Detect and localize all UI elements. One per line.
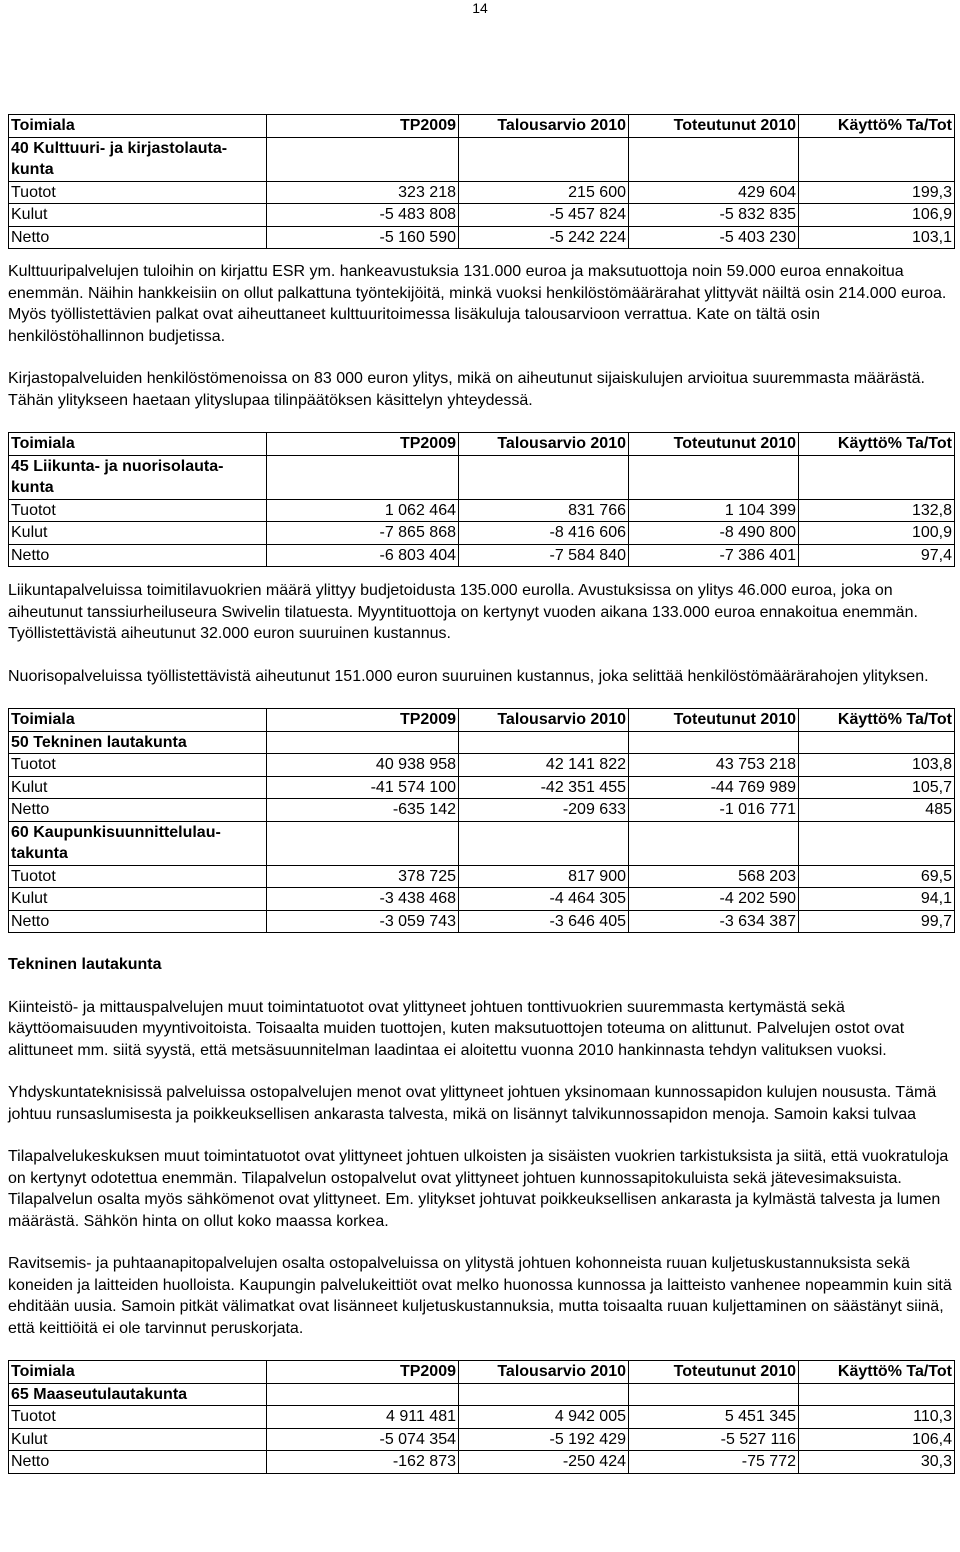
cell-talousarvio-2010: -8 416 606 [459, 522, 629, 545]
paragraph-tekninen-4: Ravitsemis- ja puhtaanapitopalvelujen osalta ostopalveluissa on ylitystä johtuen kohonneista ruuan kuljetuskustannuksista sekä koneiden ja laitteiden huolloista. Kaupungin palvelukeittiöt ovat melko huonossa kunnossa ja laitteisto vanhenee nopeammin kuin sitä ehditään uusia. Samoin pitkät välimatkat ovat lisänneet kuljetuskustannuksia, mutta toisaalta ruuan kuljettaminen on säästänyt siinä, että keittiöitä ei ole tarvinnut peruskorjata. [8, 1255, 952, 1337]
cell-kaytto: 106,9 [799, 204, 955, 227]
empty-cell [629, 731, 799, 754]
financial-table [8, 114, 955, 249]
cell-toteutunut-2010: 1 104 399 [629, 499, 799, 522]
cell-tp2009: 1 062 464 [267, 499, 459, 522]
group-name: 40 Kulttuuri- ja kirjastolauta- kunta [9, 137, 267, 181]
table-row [9, 181, 955, 204]
cell-toteutunut-2010: -5 832 835 [629, 204, 799, 227]
table-row [9, 865, 955, 888]
document-body [8, 114, 954, 1474]
row-label: Tuotot [9, 181, 267, 204]
row-label: Tuotot [9, 1406, 267, 1429]
empty-cell [267, 455, 459, 499]
table-header-row [9, 1361, 955, 1384]
cell-tp2009: 378 725 [267, 865, 459, 888]
cell-kaytto: 97,4 [799, 544, 955, 567]
cell-talousarvio-2010: -4 464 305 [459, 888, 629, 911]
header-tp2009: TP2009 [267, 433, 459, 456]
cell-kaytto: 103,8 [799, 754, 955, 777]
cell-tp2009: 40 938 958 [267, 754, 459, 777]
empty-cell [799, 731, 955, 754]
empty-cell [629, 455, 799, 499]
header-kaytto: Käyttö% Ta/Tot [799, 709, 955, 732]
cell-talousarvio-2010: -5 192 429 [459, 1428, 629, 1451]
empty-cell [629, 1383, 799, 1406]
header-toteutunut-2010: Toteutunut 2010 [629, 115, 799, 138]
header-toimiala: Toimiala [9, 709, 267, 732]
cell-kaytto: 100,9 [799, 522, 955, 545]
cell-kaytto: 30,3 [799, 1451, 955, 1474]
cell-tp2009: -41 574 100 [267, 776, 459, 799]
table-header-row [9, 115, 955, 138]
empty-cell [267, 821, 459, 865]
empty-cell [799, 137, 955, 181]
header-kaytto: Käyttö% Ta/Tot [799, 115, 955, 138]
financial-table [8, 1360, 955, 1474]
empty-cell [459, 455, 629, 499]
page-number: 14 [472, 0, 488, 16]
group-row [9, 821, 955, 865]
header-talousarvio-2010: Talousarvio 2010 [459, 433, 629, 456]
table-kulttuuri [8, 114, 954, 249]
group-name: 65 Maaseutulautakunta [9, 1383, 267, 1406]
cell-tp2009: 4 911 481 [267, 1406, 459, 1429]
cell-talousarvio-2010: -5 242 224 [459, 226, 629, 249]
paragraph-nuoriso: Nuorisopalveluissa työllistettävistä aiheutunut 151.000 euron suuruinen kustannus, joka selittää henkilöstömäärärahojen ylityksen. [8, 667, 929, 685]
cell-talousarvio-2010: -5 457 824 [459, 204, 629, 227]
cell-kaytto: 99,7 [799, 910, 955, 933]
header-talousarvio-2010: Talousarvio 2010 [459, 115, 629, 138]
row-label: Tuotot [9, 865, 267, 888]
cell-toteutunut-2010: -1 016 771 [629, 799, 799, 822]
row-label: Kulut [9, 522, 267, 545]
cell-toteutunut-2010: -44 769 989 [629, 776, 799, 799]
row-label: Netto [9, 1451, 267, 1474]
cell-talousarvio-2010: -7 584 840 [459, 544, 629, 567]
table-row [9, 1428, 955, 1451]
group-row [9, 1383, 955, 1406]
paragraph-tekninen-2: Yhdyskuntateknisissä palveluissa ostopalvelujen menot ovat ylittyneet johtuen yksinomaan kunnossapidon kulujen noususta. Tämä johtuu runsaslumisesta ja poikkeuksellisen ankarasta talvesta, mikä on lisännyt talvikunnossapidon menoja. Samoin kaksi tulvaa [8, 1084, 937, 1123]
cell-toteutunut-2010: 43 753 218 [629, 754, 799, 777]
header-kaytto: Käyttö% Ta/Tot [799, 433, 955, 456]
table-row [9, 888, 955, 911]
header-talousarvio-2010: Talousarvio 2010 [459, 709, 629, 732]
row-label: Netto [9, 544, 267, 567]
cell-tp2009: -7 865 868 [267, 522, 459, 545]
empty-cell [799, 455, 955, 499]
paragraph-kirjasto: Kirjastopalveluiden henkilöstömenoissa on 83 000 euron ylitys, mikä on aiheutunut sijaiskulujen arvioitua suuremmasta määrästä. Tähän ylitykseen haetaan ylityslupaa tilinpäätöksen käsittelyn yhteydessä. [8, 370, 925, 409]
cell-tp2009: -162 873 [267, 1451, 459, 1474]
empty-cell [459, 731, 629, 754]
group-row [9, 137, 955, 181]
heading-tekninen: Tekninen lautakunta [8, 956, 162, 973]
table-row [9, 799, 955, 822]
cell-talousarvio-2010: -209 633 [459, 799, 629, 822]
table-row [9, 522, 955, 545]
cell-talousarvio-2010: 831 766 [459, 499, 629, 522]
table-row [9, 544, 955, 567]
row-label: Netto [9, 226, 267, 249]
cell-kaytto: 485 [799, 799, 955, 822]
cell-tp2009: -3 438 468 [267, 888, 459, 911]
header-tp2009: TP2009 [267, 1361, 459, 1384]
paragraph-liikunta: Liikuntapalveluissa toimitilavuokrien määrä ylittyy budjetoidusta 135.000 eurolla. Avustuksissa on ylitys 46.000 euroa, joka on aiheutunut tanssiurheiluseura Swivelin tilatuesta. Myyntituottoja on kertynyt vuoden aikana 133.000 euroa ennakoitua enemmän. Työllistettävistä aiheutunut 32.000 euron suuruinen kustannus. [8, 582, 918, 642]
cell-talousarvio-2010: 215 600 [459, 181, 629, 204]
cell-toteutunut-2010: 429 604 [629, 181, 799, 204]
header-toimiala: Toimiala [9, 1361, 267, 1384]
empty-cell [459, 821, 629, 865]
financial-table [8, 432, 955, 567]
empty-cell [459, 137, 629, 181]
cell-toteutunut-2010: -5 403 230 [629, 226, 799, 249]
cell-tp2009: -3 059 743 [267, 910, 459, 933]
table-row [9, 1451, 955, 1474]
row-label: Kulut [9, 776, 267, 799]
empty-cell [459, 1383, 629, 1406]
cell-kaytto: 110,3 [799, 1406, 955, 1429]
cell-talousarvio-2010: -3 646 405 [459, 910, 629, 933]
row-label: Netto [9, 799, 267, 822]
empty-cell [629, 137, 799, 181]
empty-cell [267, 731, 459, 754]
group-row [9, 455, 955, 499]
empty-cell [629, 821, 799, 865]
table-header-row [9, 709, 955, 732]
row-label: Kulut [9, 1428, 267, 1451]
table-row [9, 754, 955, 777]
cell-tp2009: -635 142 [267, 799, 459, 822]
table-maaseutu [8, 1360, 954, 1474]
table-row [9, 204, 955, 227]
cell-toteutunut-2010: 5 451 345 [629, 1406, 799, 1429]
group-name: 50 Tekninen lautakunta [9, 731, 267, 754]
header-tp2009: TP2009 [267, 709, 459, 732]
header-tp2009: TP2009 [267, 115, 459, 138]
row-label: Kulut [9, 204, 267, 227]
row-label: Tuotot [9, 499, 267, 522]
cell-toteutunut-2010: -4 202 590 [629, 888, 799, 911]
cell-kaytto: 132,8 [799, 499, 955, 522]
table-row [9, 226, 955, 249]
empty-cell [267, 1383, 459, 1406]
empty-cell [799, 821, 955, 865]
empty-cell [267, 137, 459, 181]
cell-kaytto: 105,7 [799, 776, 955, 799]
table-liikunta [8, 432, 954, 567]
table-header-row [9, 433, 955, 456]
paragraph-tekninen-3: Tilapalvelukeskuksen muut toimintatuotot ovat ylittyneet johtuen ulkoisten ja sisäisten vuokrien tarkistuksista ja siitä, että vuokratuloja on kertynyt odotettua enemmän. Tilapalvelun ostopalvelut ovat ylittyneet johtuen kunnossapitokuluista sekä jätevesimaksuista. Tilapalvelun osalta myös sähkömenot ovat ylittyneet. Em. ylitykset johtuvat poikkeuksellisen ankarasta ja kylmästä talvesta ja lumen määrästä. Sähkön hinta on ollut koko maassa korkea. [8, 1148, 949, 1230]
cell-kaytto: 106,4 [799, 1428, 955, 1451]
cell-tp2009: 323 218 [267, 181, 459, 204]
row-label: Netto [9, 910, 267, 933]
cell-talousarvio-2010: -250 424 [459, 1451, 629, 1474]
cell-talousarvio-2010: -42 351 455 [459, 776, 629, 799]
header-kaytto: Käyttö% Ta/Tot [799, 1361, 955, 1384]
cell-tp2009: -5 074 354 [267, 1428, 459, 1451]
row-label: Kulut [9, 888, 267, 911]
cell-tp2009: -6 803 404 [267, 544, 459, 567]
cell-toteutunut-2010: -8 490 800 [629, 522, 799, 545]
paragraph-kulttuuri: Kulttuuripalvelujen tuloihin on kirjattu ESR ym. hankeavustuksia 131.000 euroa ja maksutuottoja noin 59.000 euroa ennakoitua enemmän. Näihin hankkeisiin on ollut palkattuna työntekijöitä, minkä vuoksi henkilöstömäärärahat ylittyvät näiltä osin 214.000 euroa. Myös työllistettävien palkat ovat aiheuttaneet kulttuuritoimessa lisäkuluja talousarvioon verrattua. Kate on tältä osin henkilöstöhallinnon budjetissa. [8, 263, 947, 345]
table-row [9, 776, 955, 799]
empty-cell [799, 1383, 955, 1406]
cell-toteutunut-2010: 568 203 [629, 865, 799, 888]
table-row [9, 499, 955, 522]
cell-tp2009: -5 483 808 [267, 204, 459, 227]
header-toimiala: Toimiala [9, 433, 267, 456]
cell-talousarvio-2010: 4 942 005 [459, 1406, 629, 1429]
group-name: 60 Kaupunkisuunnittelulau- takunta [9, 821, 267, 865]
financial-table [8, 708, 955, 933]
header-toteutunut-2010: Toteutunut 2010 [629, 709, 799, 732]
row-label: Tuotot [9, 754, 267, 777]
header-toteutunut-2010: Toteutunut 2010 [629, 433, 799, 456]
cell-kaytto: 94,1 [799, 888, 955, 911]
group-row [9, 731, 955, 754]
cell-talousarvio-2010: 42 141 822 [459, 754, 629, 777]
header-talousarvio-2010: Talousarvio 2010 [459, 1361, 629, 1384]
cell-kaytto: 103,1 [799, 226, 955, 249]
cell-toteutunut-2010: -3 634 387 [629, 910, 799, 933]
cell-tp2009: -5 160 590 [267, 226, 459, 249]
cell-toteutunut-2010: -5 527 116 [629, 1428, 799, 1451]
cell-talousarvio-2010: 817 900 [459, 865, 629, 888]
cell-kaytto: 199,3 [799, 181, 955, 204]
cell-toteutunut-2010: -7 386 401 [629, 544, 799, 567]
group-name: 45 Liikunta- ja nuorisolauta- kunta [9, 455, 267, 499]
table-row [9, 1406, 955, 1429]
header-toteutunut-2010: Toteutunut 2010 [629, 1361, 799, 1384]
table-tekninen [8, 708, 954, 933]
cell-kaytto: 69,5 [799, 865, 955, 888]
header-toimiala: Toimiala [9, 115, 267, 138]
table-row [9, 910, 955, 933]
cell-toteutunut-2010: -75 772 [629, 1451, 799, 1474]
paragraph-tekninen-1: Kiinteistö- ja mittauspalvelujen muut toimintatuotot ovat ylittyneet johtuen tonttivuokrien suuremmasta kertymästä sekä käyttöomaisuuden myyntivoitoista. Toisaalta muiden tuottojen, kuten maksutuottojen toteuma on alittunut. Palvelujen ostot ovat alittuneet mm. siitä syystä, että metsäsuunnitelman laadintaa ei aloitettu vuonna 2010 hankinnasta tehdyn valituksen vuoksi. [8, 998, 905, 1059]
